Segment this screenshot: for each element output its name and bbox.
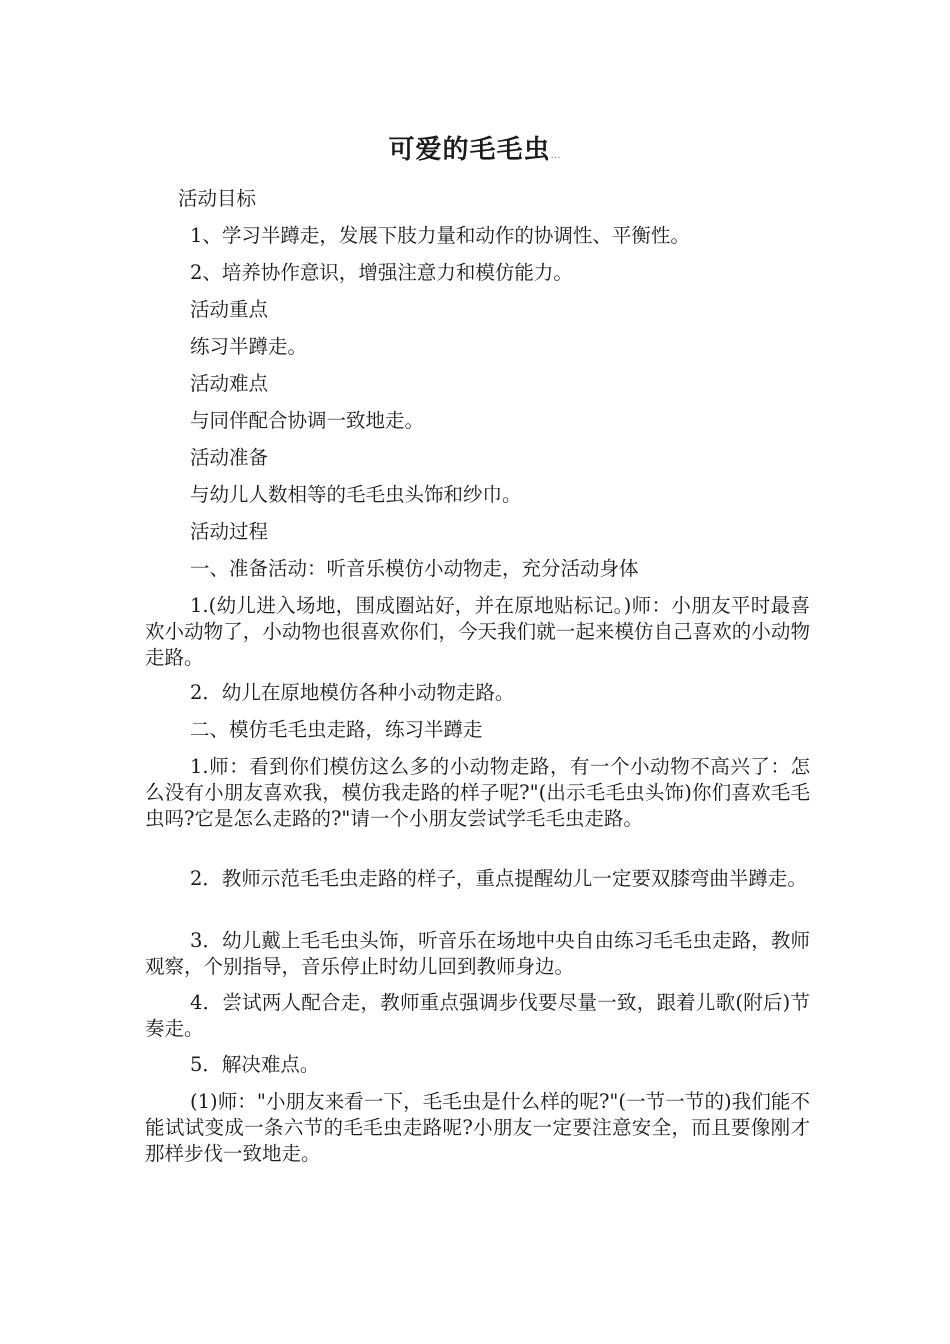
section-heading-goals: 活动目标 <box>178 187 257 210</box>
goal-item-1: 1、学习半蹲走，发展下肢力量和动作的协调性、平衡性。 <box>190 224 690 247</box>
title-text: 可爱的毛毛虫 <box>388 135 551 165</box>
goal-item-2: 2、培养协作意识，增强注意力和模仿能力。 <box>190 261 573 284</box>
process-paragraph-1: 1.(幼儿进入场地，围成圈站好，并在原地贴标记。)师：小朋友平时最喜欢小动物了，小动物也很喜欢你们，今天我们就一起来模仿自己喜欢的小动物走路。 <box>145 594 810 669</box>
process-paragraph-5: 3．幼儿戴上毛毛虫头饰，听音乐在场地中央自由练习毛毛虫走路，教师观察，个别指导，音乐停止时幼儿回到教师身边。 <box>145 929 810 978</box>
process-paragraph-6: 4．尝试两人配合走，教师重点强调步伐要尽量一致，跟着儿歌(附后)节奏走。 <box>145 991 810 1040</box>
process-paragraph-7: 5．解决难点。 <box>190 1053 320 1076</box>
process-paragraph-4: 2．教师示范毛毛虫走路的样子，重点提醒幼儿一定要双膝弯曲半蹲走。 <box>190 867 807 890</box>
page-title <box>0 132 950 174</box>
process-paragraph-3: 1.师：看到你们模仿这么多的小动物走路，有一个小动物不高兴了：怎么没有小朋友喜欢我，模仿我走路的样子呢?"(出示毛毛虫头饰)你们喜欢毛毛虫吗?它是怎么走路的?"请一个小朋友尝试学毛毛虫走路。 <box>145 755 810 830</box>
section-heading-focus: 活动重点 <box>190 298 269 321</box>
preparation-text: 与幼儿人数相等的毛毛虫头饰和纱巾。 <box>190 483 522 506</box>
section-heading-process: 活动过程 <box>190 520 269 543</box>
section-heading-preparation: 活动准备 <box>190 446 269 469</box>
difficulty-text: 与同伴配合协调一致地走。 <box>190 409 425 432</box>
section-heading-difficulty: 活动难点 <box>190 372 269 395</box>
process-part-2-heading: 二、模仿毛毛虫走路，练习半蹲走 <box>190 718 483 741</box>
title-suffix: … <box>550 150 562 161</box>
process-paragraph-8: (1)师："小朋友来看一下，毛毛虫是什么样的呢?"(一节一节的)我们能不能试试变成一条六节的毛毛虫走路呢?小朋友一定要注意安全，而且要像刚才那样步伐一致地走。 <box>145 1090 810 1165</box>
process-paragraph-2: 2．幼儿在原地模仿各种小动物走路。 <box>190 681 515 704</box>
focus-text: 练习半蹲走。 <box>190 335 308 358</box>
process-part-1-heading: 一、准备活动：听音乐模仿小动物走，充分活动身体 <box>190 557 639 580</box>
